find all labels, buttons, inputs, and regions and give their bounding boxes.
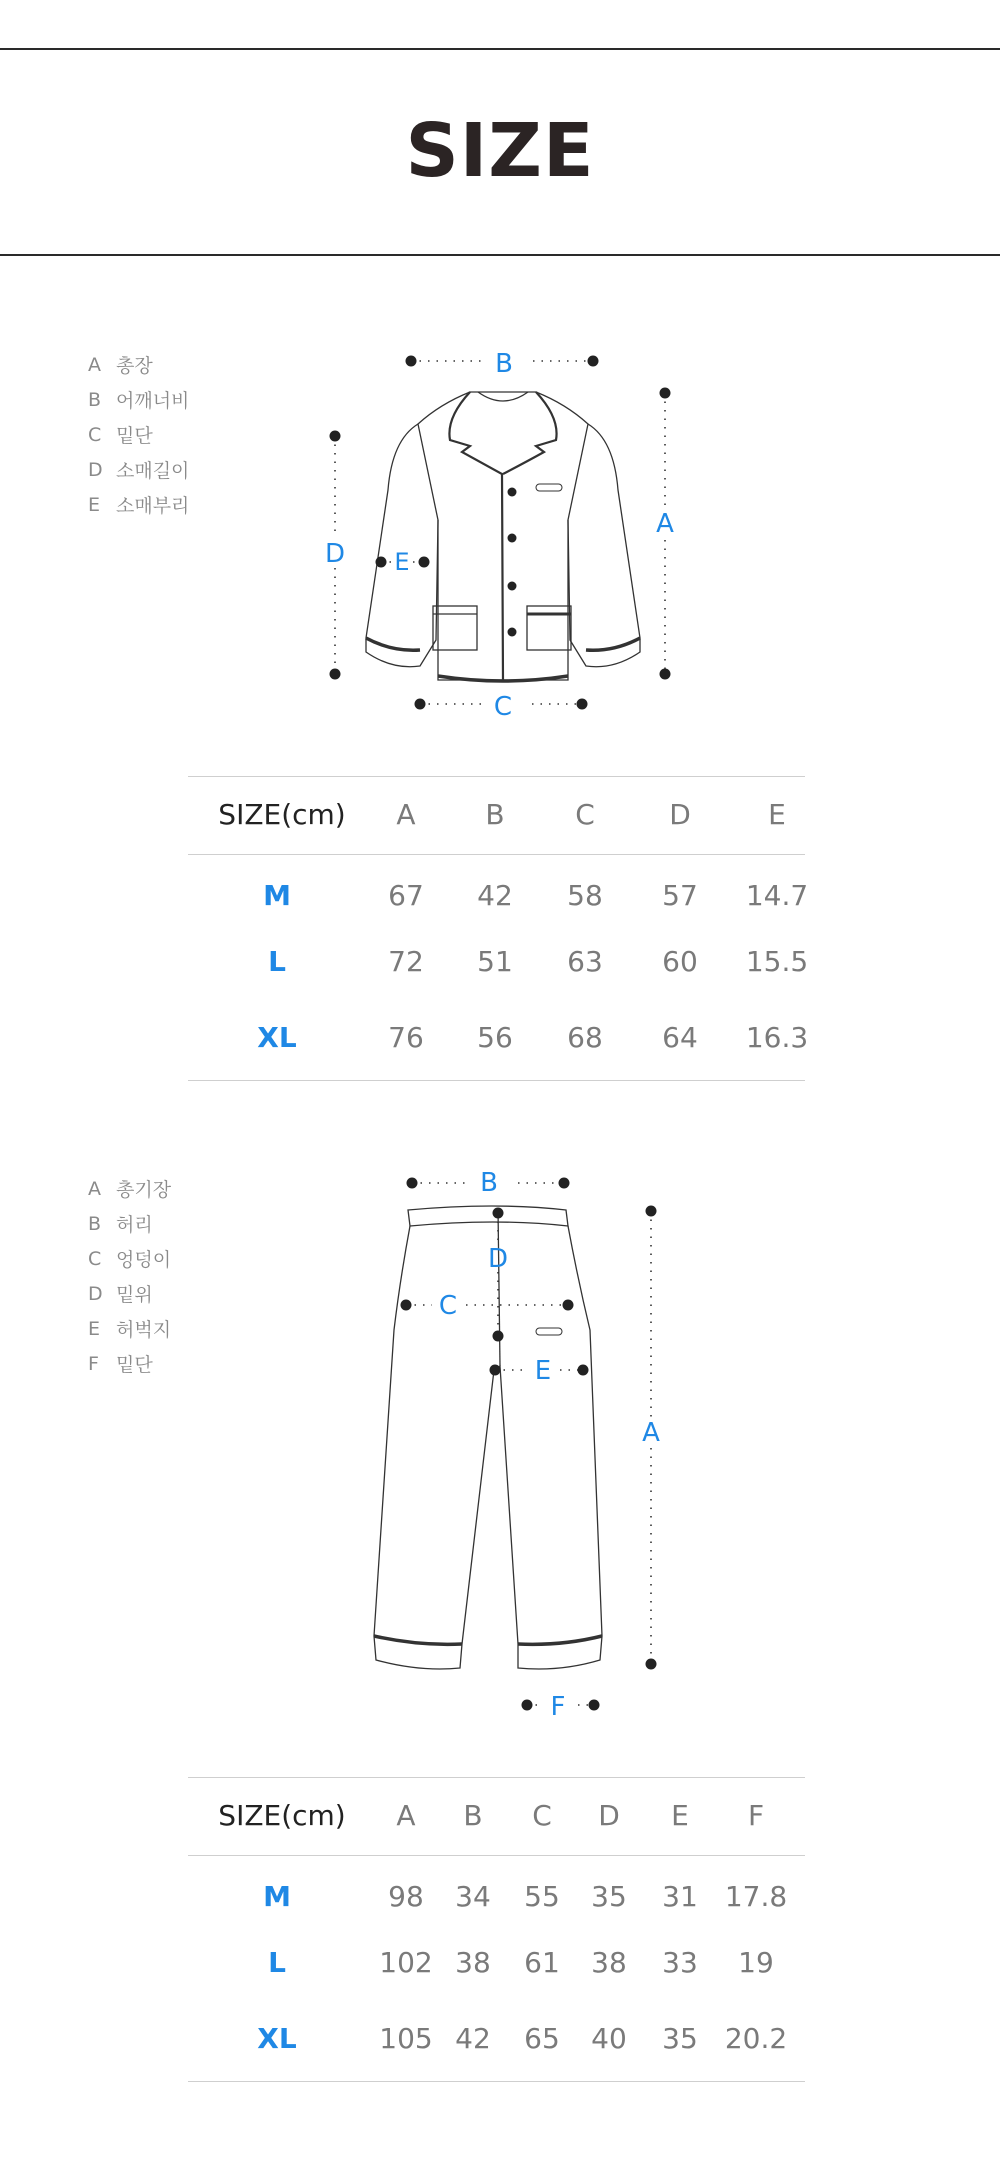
size-label: XL <box>257 2022 297 2055</box>
pants-body <box>374 1226 602 1669</box>
dim-label-b: B <box>480 1168 498 1198</box>
header-bottom-rule <box>0 254 1000 256</box>
table-cell: 38 <box>591 1946 627 1979</box>
header-top-rule <box>0 48 1000 50</box>
table-cell: 105 <box>379 2022 433 2055</box>
dim-label-d: D <box>487 1244 509 1274</box>
table-header: A <box>396 1799 416 1832</box>
table-header: D <box>669 798 691 831</box>
shirt-left-sleeve <box>366 424 438 667</box>
table-cell: 63 <box>567 945 603 978</box>
table-cell: 17.8 <box>724 1880 788 1913</box>
table-cell: 72 <box>388 945 424 978</box>
table-cell: 40 <box>591 2022 627 2055</box>
table-cell: 64 <box>662 1021 698 1054</box>
dim-label-c: C <box>493 692 513 722</box>
table-cell: 16.3 <box>745 1021 809 1054</box>
table-cell: 55 <box>524 1880 560 1913</box>
size-label: M <box>263 1880 291 1913</box>
dim-label-b: B <box>495 349 513 379</box>
dim-label-c: C <box>438 1291 458 1321</box>
table-header: E <box>671 1799 689 1832</box>
table-header: F <box>747 1799 765 1832</box>
table-cell: 42 <box>477 879 513 912</box>
legend-item: F 밑단 <box>88 1352 153 1376</box>
legend-item: E 소매부리 <box>88 493 190 517</box>
size-label: M <box>263 879 291 912</box>
dim-label-e: E <box>394 548 410 576</box>
shirt-size-table <box>188 776 809 1081</box>
legend-item: B 허리 <box>88 1212 153 1236</box>
table-cell: 68 <box>567 1021 603 1054</box>
table-cell: 58 <box>567 879 603 912</box>
pants-diagram <box>0 1150 1000 1730</box>
table-cell: 33 <box>662 1946 698 1979</box>
table-cell: 102 <box>379 1946 433 1979</box>
table-header: A <box>396 798 416 831</box>
table-cell: 35 <box>591 1880 627 1913</box>
table-cell: 65 <box>524 2022 560 2055</box>
shirt-buttons <box>508 488 517 637</box>
legend-item: B 어깨너비 <box>88 388 190 412</box>
table-cell: 60 <box>662 945 698 978</box>
pants-waistband <box>408 1206 568 1226</box>
table-cell: 42 <box>455 2022 491 2055</box>
legend-item: C 엉덩이 <box>88 1247 172 1271</box>
dim-label-f: F <box>550 1692 566 1722</box>
table-header: B <box>463 1799 483 1832</box>
legend-item: A 총장 <box>88 353 153 377</box>
pants-size-table <box>188 1777 805 2082</box>
page-title: SIZE <box>405 108 595 194</box>
table-header: D <box>598 1799 620 1832</box>
table-header: B <box>485 798 505 831</box>
table-header-label: SIZE(cm) <box>218 798 346 831</box>
shirt-diagram <box>0 330 1000 730</box>
table-cell: 76 <box>388 1021 424 1054</box>
table-cell: 51 <box>477 945 513 978</box>
table-header: C <box>575 798 595 831</box>
legend-item: A 총기장 <box>88 1177 172 1201</box>
legend-item: E 허벅지 <box>88 1317 172 1341</box>
table-cell: 31 <box>662 1880 698 1913</box>
table-cell: 14.7 <box>745 879 809 912</box>
table-header: C <box>532 1799 552 1832</box>
size-label: L <box>268 945 286 978</box>
table-cell: 98 <box>388 1880 424 1913</box>
dim-label-d: D <box>324 539 346 569</box>
table-cell: 34 <box>455 1880 491 1913</box>
dim-label-a: A <box>642 1418 660 1448</box>
shirt-collar <box>449 392 503 682</box>
dim-label-e: E <box>534 1356 552 1386</box>
table-cell: 20.2 <box>724 2022 788 2055</box>
size-label: XL <box>257 1021 297 1054</box>
legend-item: D 밑위 <box>88 1282 153 1306</box>
table-header-label: SIZE(cm) <box>218 1799 346 1832</box>
table-cell: 61 <box>524 1946 560 1979</box>
table-cell: 15.5 <box>745 945 809 978</box>
table-cell: 38 <box>455 1946 491 1979</box>
table-cell: 35 <box>662 2022 698 2055</box>
pants-logo-badge <box>536 1328 562 1335</box>
table-header: E <box>768 798 786 831</box>
shirt-right-sleeve <box>568 424 640 667</box>
table-cell: 19 <box>738 1946 774 1979</box>
legend-item: D 소매길이 <box>88 458 190 482</box>
dim-label-a: A <box>656 509 674 539</box>
table-cell: 57 <box>662 879 698 912</box>
table-cell: 67 <box>388 879 424 912</box>
shirt-logo-badge <box>536 484 562 491</box>
table-cell: 56 <box>477 1021 513 1054</box>
legend-item: C 밑단 <box>88 423 153 447</box>
size-label: L <box>268 1946 286 1979</box>
shirt-left-pocket <box>433 606 477 650</box>
